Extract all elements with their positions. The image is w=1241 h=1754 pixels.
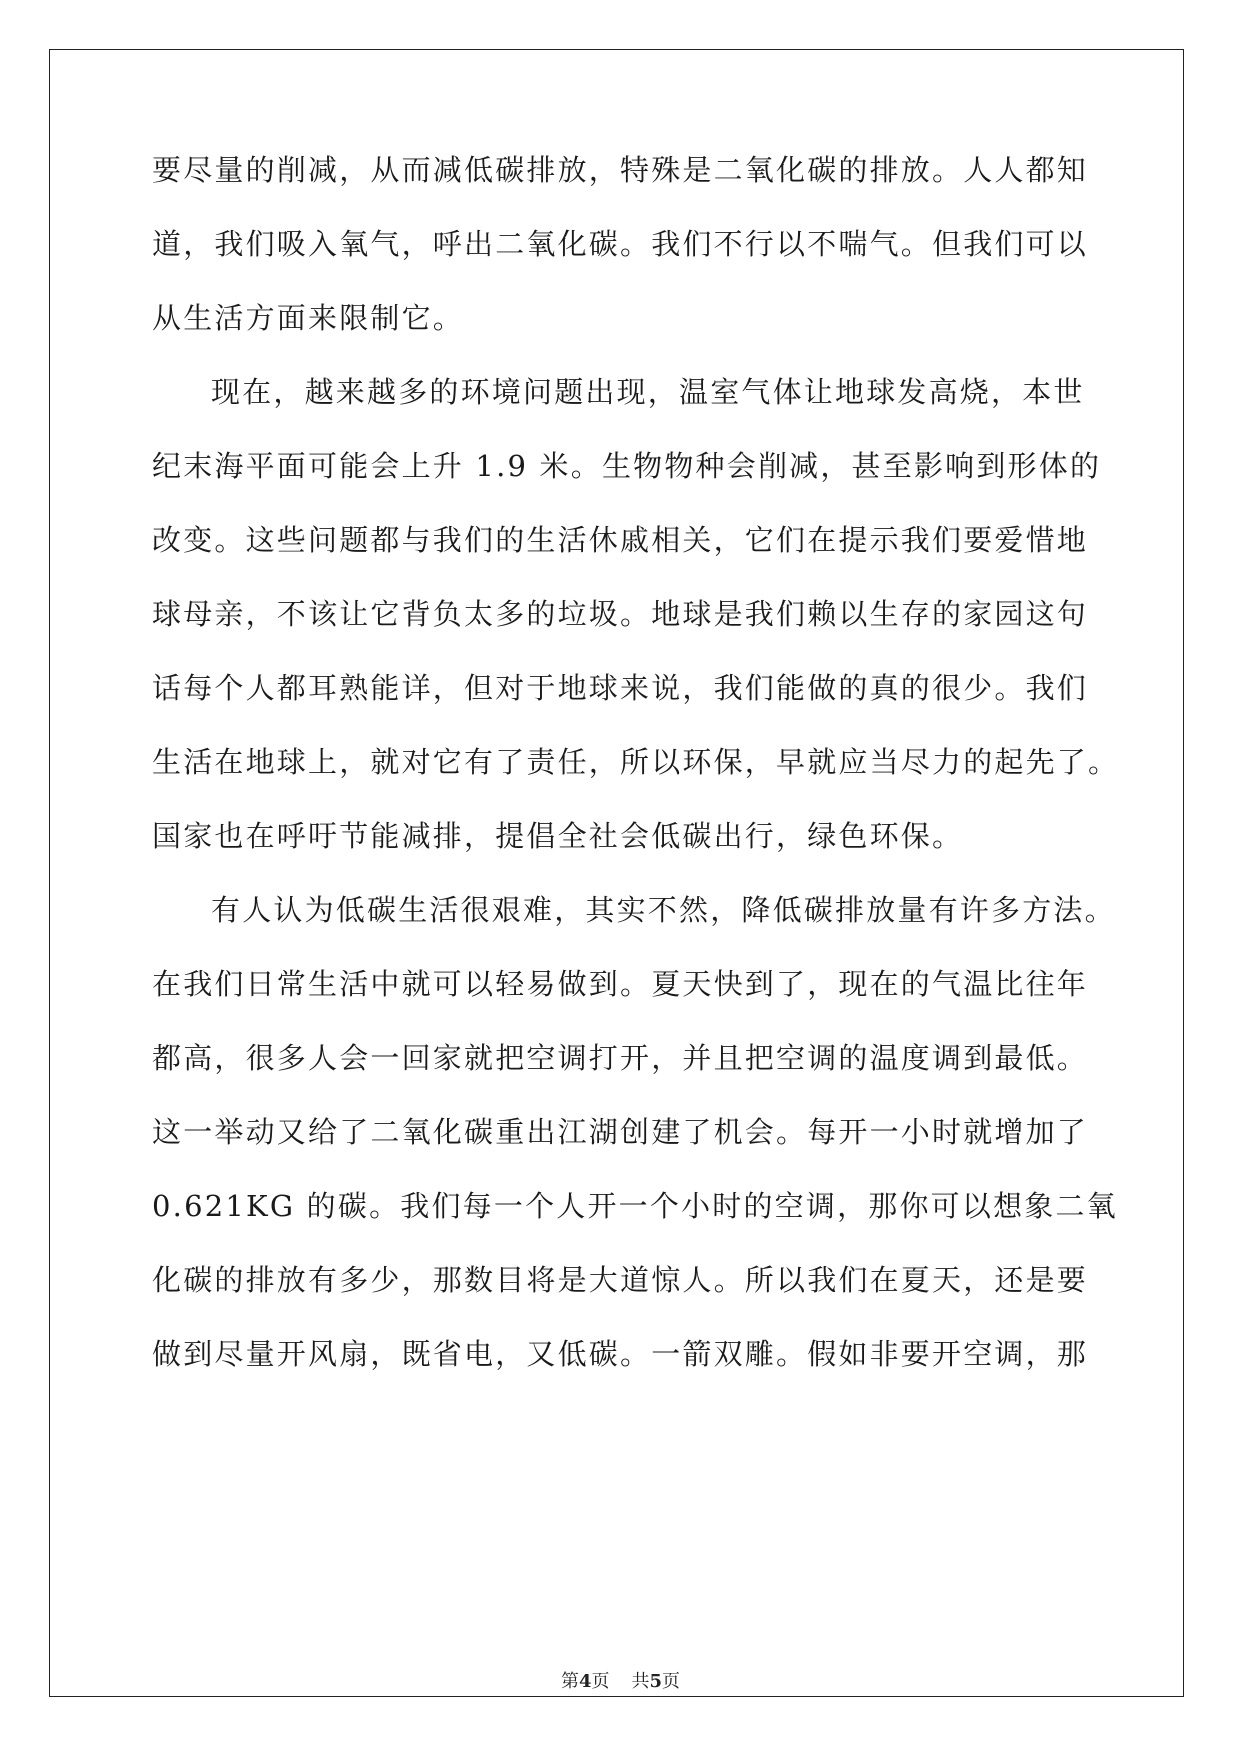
text-line: 国家也在呼吁节能减排，提倡全社会低碳出行，绿色环保。 [152, 819, 964, 853]
text-line: 这一举动又给了二氧化碳重出江湖创建了机会。每开一小时就增加了 [152, 1115, 1089, 1149]
text-line: 现在，越来越多的环境问题出现，温室气体让地球发高烧，本世 [211, 375, 1085, 409]
text-line: 有人认为低碳生活很艰难，其实不然，降低碳排放量有许多方法。 [211, 893, 1116, 927]
text-line: 在我们日常生活中就可以轻易做到。夏天快到了，现在的气温比往年 [152, 967, 1089, 1001]
text-line: 0.621KG 的碳。我们每一个人开一个小时的空调，那你可以想象二氧 [152, 1189, 1118, 1223]
current-page-number: 4 [578, 1671, 592, 1692]
text-line: 改变。这些问题都与我们的生活休戚相关，它们在提示我们要爱惜地 [152, 523, 1089, 557]
text-line: 要尽量的削减，从而减低碳排放，特殊是二氧化碳的排放。人人都知 [152, 153, 1089, 187]
text-line: 从生活方面来限制它。 [152, 301, 465, 335]
total-label-prefix: 共 [631, 1671, 650, 1692]
total-label-suffix: 页 [662, 1671, 681, 1692]
page-footer [0, 1671, 1241, 1693]
text-line: 道，我们吸入氧气，呼出二氧化碳。我们不行以不喘气。但我们可以 [152, 227, 1089, 261]
text-line: 都高，很多人会一回家就把空调打开，并且把空调的温度调到最低。 [152, 1041, 1089, 1075]
text-line: 生活在地球上，就对它有了责任，所以环保，早就应当尽力的起先了。 [152, 745, 1120, 779]
text-line: 话每个人都耳熟能详，但对于地球来说，我们能做的真的很少。我们 [152, 671, 1089, 705]
text-line: 纪末海平面可能会上升 1.9 米。生物物种会削减，甚至影响到形体的 [152, 449, 1102, 483]
text-line: 化碳的排放有多少，那数目将是大道惊人。所以我们在夏天，还是要 [152, 1263, 1089, 1297]
page-label-suffix: 页 [591, 1671, 610, 1692]
text-line: 做到尽量开风扇，既省电，又低碳。一箭双雕。假如非要开空调，那 [152, 1337, 1089, 1371]
total-page-number: 5 [649, 1671, 663, 1692]
text-line: 球母亲，不该让它背负太多的垃圾。地球是我们赖以生存的家园这句 [152, 597, 1089, 631]
page-border [49, 49, 1184, 1697]
page-label-prefix: 第 [560, 1671, 579, 1692]
